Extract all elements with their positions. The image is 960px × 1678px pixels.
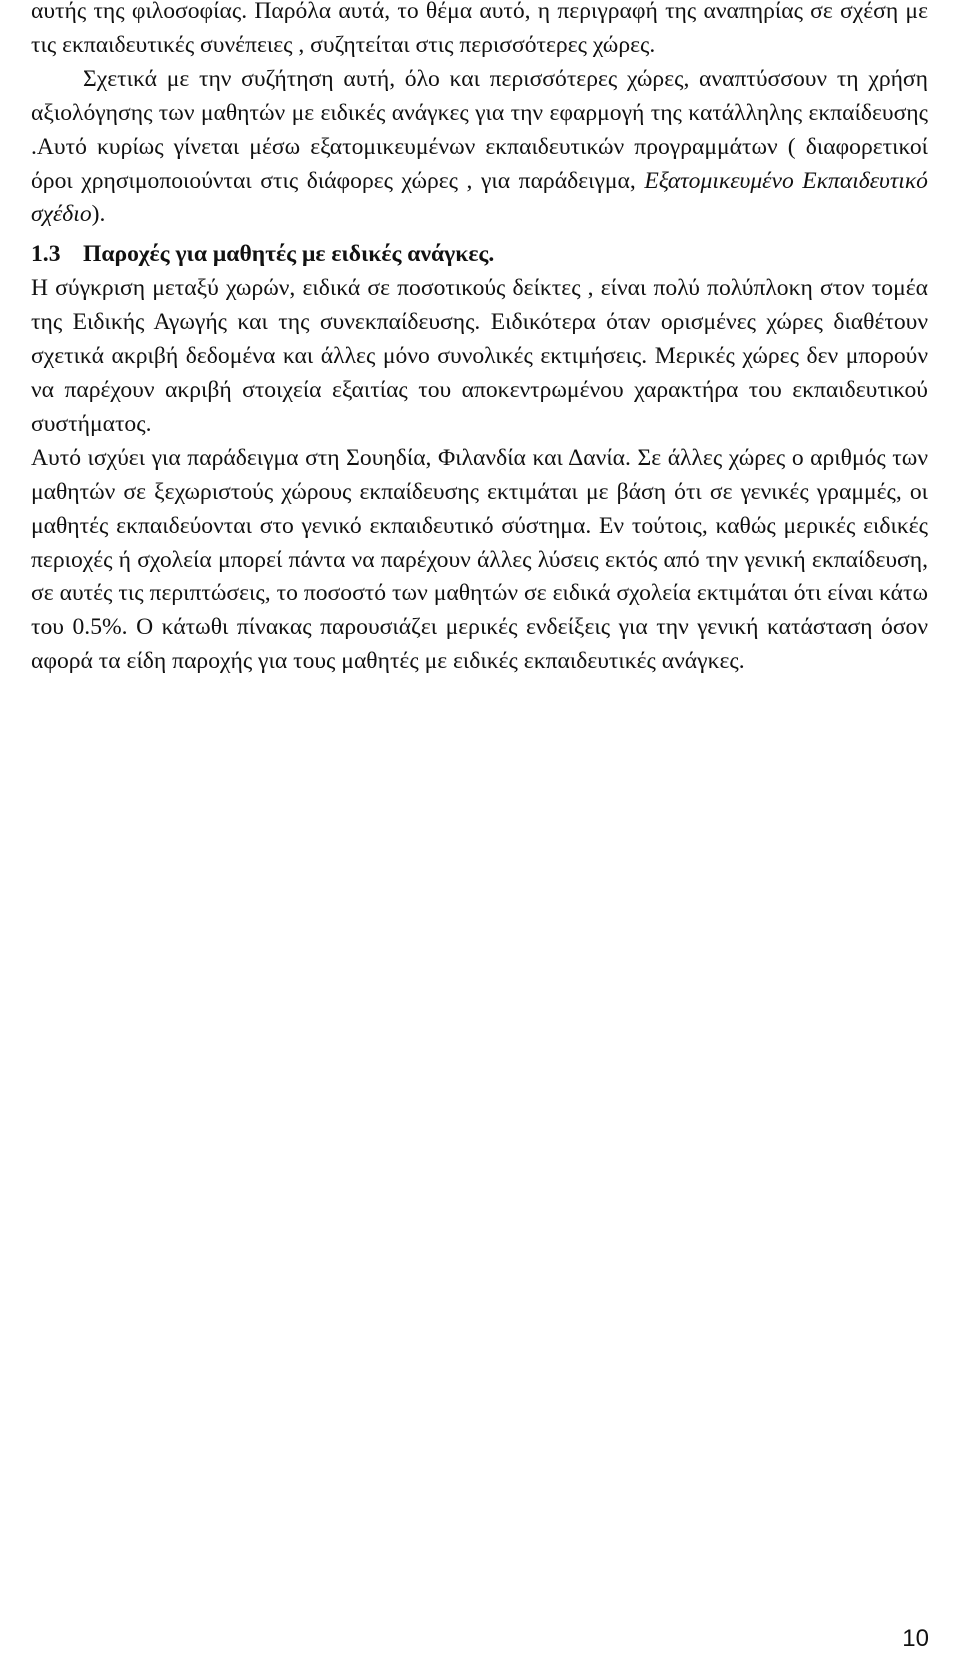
paragraph-comparison: Η σύγκριση μεταξύ χωρών, ειδικά σε ποσοτικούς δείκτες , είναι πολύ πολύπλοκη στον τομέα της Ειδικής Αγωγής και της συνεκπαίδευσης. Ειδικότερα όταν ορισμένες χώρες διαθέτουν σχετικά ακριβή δεδομένα και άλλες μόνο συνολικές εκτιμήσεις. Μερικές χώρες δεν μπορούν να παρέχουν ακριβή στοιχεία εξαιτίας του αποκεντρωμένου χαρακτήρα του εκπαιδευτικού συστήματος. (31, 275, 928, 437)
paragraph-assessment-text: Σχετικά με την συζήτηση αυτή, όλο και περισσότερες χώρες, αναπτύσσουν τη χρήση αξιολόγησης των μαθητών με ειδικές ανάγκες για την εφαρμογή της κατάλληλης εκπαίδευσης .Αυτό κυρίως γίνεται μέσω εξατομικευμένων εκπαιδευτικών προγραμμάτων ( διαφορετικοί όροι χρησιμοποιούνται στις διάφορες χώρες , για παράδειγμα, (31, 65, 928, 194)
paragraph-philosophy: αυτής της φιλοσοφίας. Παρόλα αυτά, το θέμα αυτό, η περιγραφή της αναπηρίας σε σχέση με τις εκπαιδευτικές συνέπειες , συζητείται στις περισσότερες χώρες. (31, 0, 928, 58)
paragraph-assessment (31, 63, 928, 233)
body-text (31, 0, 928, 679)
page-number: 10 (902, 1625, 929, 1652)
section-number: 1.3 (31, 241, 61, 268)
section-title: Παροχές για μαθητές με ειδικές ανάγκες. (83, 241, 495, 268)
section-heading (31, 238, 928, 272)
paragraph-countries: Αυτό ισχύει για παράδειγμα στη Σουηδία, Φιλανδία και Δανία. Σε άλλες χώρες ο αριθμός των μαθητών σε ξεχωριστούς χώρους εκπαίδευσης εκτιμάται με βάση ότι σε γενικές γραμμές, οι μαθητές εκπαιδεύονται στο γενικό εκπαιδευτικό σύστημα. Εν τούτοις, καθώς μερικές ειδικές περιοχές ή σχολεία μπορεί πάντα να παρέχουν άλλες λύσεις εκτός από την γενική εκπαίδευση, σε αυτές τις περιπτώσεις, το ποσοστό των μαθητών σε ειδικά σχολεία εκτιμάται ότι είναι κάτω του 0.5%. Ο κάτωθι πίνακας παρουσιάζει μερικές ενδείξεις για την γενική κατάσταση όσον αφορά τα είδη παροχής για τους μαθητές με ειδικές εκπαιδευτικές ανάγκες. (31, 444, 928, 675)
paragraph-assessment-italic-term: Εξατομικευμένο Εκπαιδευτικό σχέδιο (31, 167, 928, 228)
paragraph-assessment-end: ). (91, 201, 106, 228)
